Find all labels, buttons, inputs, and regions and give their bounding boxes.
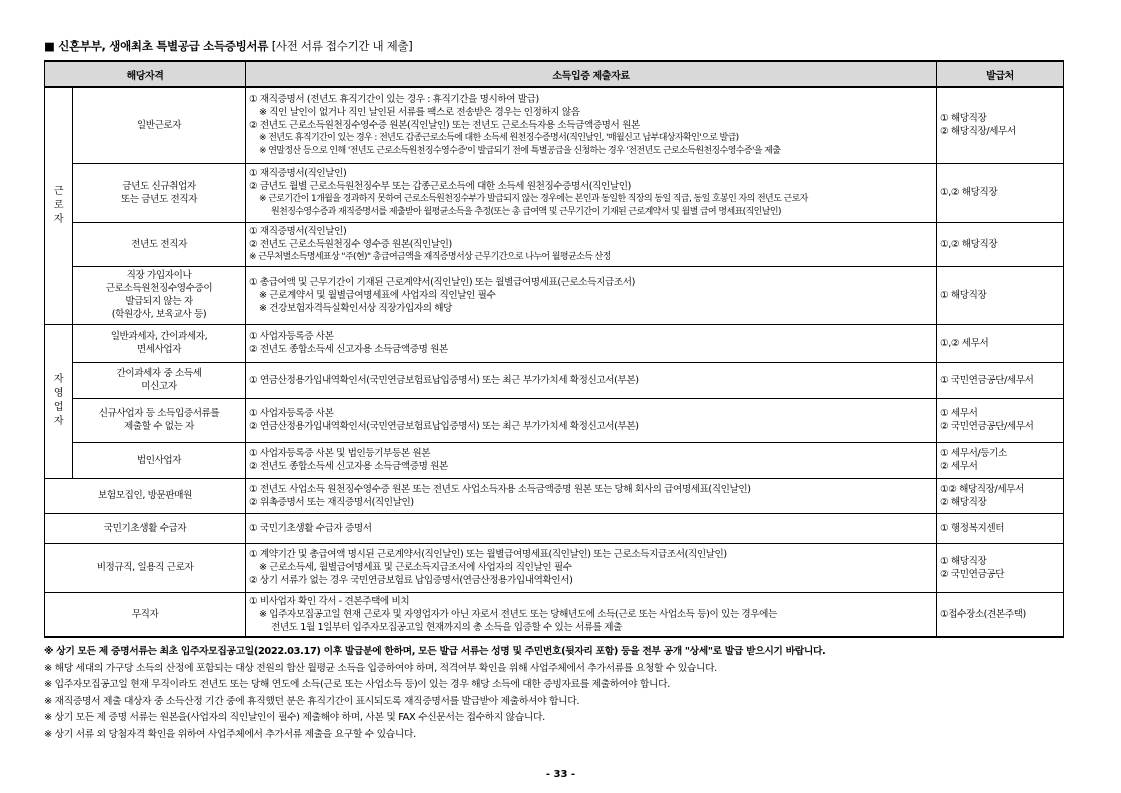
group-worker-label bbox=[45, 87, 73, 324]
category-cell: 법인사업자 bbox=[73, 442, 246, 478]
header-documents: 소득입증 제출자료 bbox=[246, 61, 937, 87]
issuer-cell: ① 해당직장 ② 국민연금공단 bbox=[937, 543, 1064, 592]
documents-cell: ① 계약기간 및 총급여액 명시된 근로계약서(직인날인) 또는 월별급여명세표(직인날인) 또는 근로소득지급조서(직인날인) ※ 근로소득세, 월별급여명세표 및 근로소득지급조서에 사업자의 직인날인 필수 ② 상기 서류가 없는 경우 국민연금보험료 납입증명서(연금산정용가입내역확인서) bbox=[246, 543, 937, 592]
documents-cell: ① 연금산정용가입내역확인서(국민연금보험료납입증명서) 또는 최근 부가가치세 확정신고서(부본) bbox=[246, 362, 937, 398]
category-cell: 직장 가입자이나 근로소득원천징수영수증이 발급되지 않는 자 (학원강사, 보육교사 등) bbox=[73, 266, 246, 324]
issuer-cell: ①,② 해당직장 bbox=[937, 222, 1064, 266]
table-row bbox=[45, 513, 1064, 543]
group-label-char: 영 bbox=[53, 388, 64, 399]
issuer-cell: ① 해당직장 bbox=[937, 266, 1064, 324]
issuer-cell: ① 행정복지센터 bbox=[937, 513, 1064, 543]
note-item: ※ 해당 세대의 가구당 소득의 산정에 포함되는 대상 전원의 합산 월평균 소득을 입증하여야 하며, 적격여부 확인을 위해 사업주체에서 추가서류를 요청할 수 있습니다. bbox=[44, 662, 717, 674]
issuer-cell: ① 세무서 ② 국민연금공단/세무서 bbox=[937, 398, 1064, 442]
table-row bbox=[45, 592, 1064, 637]
issuer-cell: ① 세무서/등기소 ② 세무서 bbox=[937, 442, 1064, 478]
table-row bbox=[45, 266, 1064, 324]
table-row bbox=[45, 442, 1064, 478]
category-cell: 신규사업자 등 소득입증서류를 제출할 수 없는 자 bbox=[73, 398, 246, 442]
group-label-char: 자 bbox=[53, 213, 64, 225]
issuer-cell: ①,② 해당직장 bbox=[937, 163, 1064, 222]
group-label-char: 근 bbox=[53, 185, 64, 197]
category-cell: 금년도 신규취업자 또는 금년도 전직자 bbox=[73, 163, 246, 222]
documents-cell: ① 재직증명서(직인날인) ② 전년도 근로소득원천징수 영수증 원본(직인날인) ※ 근무처별소득명세표상 "주(현)" 총급여금액을 재직증명서상 근무기간으로 나누어 월평균소득 산정 bbox=[246, 222, 937, 266]
group-label-char: 로 bbox=[53, 199, 64, 211]
note-item: ※ 입주자모집공고일 현재 무직이라도 전년도 또는 당해 연도에 소득(근로 또는 사업소득 등)이 있는 경우 해당 소득에 대한 증빙자료를 제출하여야 합니다. bbox=[44, 679, 671, 690]
category-cell: 일반근로자 bbox=[73, 87, 246, 163]
note-item: ※ 상기 서류 외 당첨자격 확인을 위하여 사업주체에서 추가서류 제출을 요구할 수 있습니다. bbox=[44, 728, 416, 740]
documents-cell: ① 국민기초생활 수급자 증명서 bbox=[246, 513, 937, 543]
group-label-char: 자 bbox=[53, 374, 64, 385]
issuer-cell: ① 국민연금공단/세무서 bbox=[937, 362, 1064, 398]
note-item: ※ 상기 모든 제 증명서류는 최초 입주자모집공고일(2022.03.17) 이후 발급분에 한하며, 모든 발급 서류는 성명 및 주민번호(뒷자리 포함) 등을 전부 공개 "상세"로 발급 받으시기 바랍니다. bbox=[44, 646, 826, 657]
documents-cell: ① 총급여액 및 근무기간이 기재된 근로계약서(직인날인) 또는 월별급여명세표(근로소득지급조서) ※ 근로계약서 및 월별급여명세표에 사업자의 직인날인 필수 ※ 건강보험자격득실확인서상 직장가입자의 해당 bbox=[246, 266, 937, 324]
table-row bbox=[45, 87, 1064, 163]
documents-cell: ① 사업자등록증 사본 ② 전년도 종합소득세 신고자용 소득금액증명 원본 bbox=[246, 324, 937, 362]
category-cell: 일반과세자, 간이과세자, 면세사업자 bbox=[73, 324, 246, 362]
table-row bbox=[45, 362, 1064, 398]
table-row bbox=[45, 478, 1064, 513]
table-header-row bbox=[45, 61, 1064, 87]
issuer-cell: ①접수장소(견본주택) bbox=[937, 592, 1064, 637]
category-cell: 보험모집인, 방문판매원 bbox=[45, 478, 246, 513]
group-selfemployed-label bbox=[45, 324, 73, 478]
category-cell: 전년도 전직자 bbox=[73, 222, 246, 266]
documents-cell: ① 재직증명서 (전년도 휴직기간이 있는 경우 : 휴직기간을 명시하여 발급) ※ 직인 날인이 없거나 직인 날인된 서류를 팩스로 전송받은 경우는 인정하지 않음 ② 전년도 근로소득원천징수영수증 원본(직인날인) 또는 전년도 근로소득자용 소득금액증명서 원본 ※ 전년도 휴직기간이 있는 경우 : 전년도 갑종근로소득에 대한 소득세 원천징수증명서(직인날인, '매월신고 납부대상자확인'으로 발급) ※ 연말정산 등으로 인해 '전년도 근로소득원천징수영수증'이 발급되기 전에 특별공급을 신청하는 경우 '전전년도 근로소득원천징수영수증'을 제출 bbox=[246, 87, 937, 163]
documents-cell: ① 사업자등록증 사본 및 법인등기부등본 원본 ② 전년도 종합소득세 신고자용 소득금액증명 원본 bbox=[246, 442, 937, 478]
page-title-main: ■ 신혼부부, 생애최초 특별공급 소득증빙서류 bbox=[44, 39, 269, 53]
category-cell: 비정규직, 일용직 근로자 bbox=[45, 543, 246, 592]
header-issuer: 발급처 bbox=[937, 61, 1064, 87]
income-proof-table bbox=[44, 60, 1064, 638]
page-title bbox=[44, 38, 412, 54]
documents-cell: ① 재직증명서(직인날인) ② 금년도 월별 근로소득원천징수부 또는 갑종근로소득에 대한 소득세 원천징수증명서(직인날인) ※ 근로기간이 1개월을 경과하지 못하여 근로소득원천징수부가 발급되지 않는 경우에는 본인과 동일한 직장의 동일 직급, 동일 호봉인 자의 전년도 근로자 원천징수영수증과 재직증명서를 제출받아 월평균소득을 추정(또는 총 급여액 및 근무기간이 기재된 근로계약서 및 월별 급여 명세표(직인날인) bbox=[246, 163, 937, 222]
documents-cell: ① 사업자등록증 사본 ② 연금산정용가입내역확인서(국민연금보험료납입증명서) 또는 최근 부가가치세 확정신고서(부본) bbox=[246, 398, 937, 442]
header-qualification: 해당자격 bbox=[45, 61, 246, 87]
table-row bbox=[45, 543, 1064, 592]
category-cell: 간이과세자 중 소득세 미신고자 bbox=[73, 362, 246, 398]
table-row bbox=[45, 163, 1064, 222]
page-title-sub: [사전 서류 접수기간 내 제출] bbox=[271, 39, 413, 53]
notes-section bbox=[44, 644, 825, 743]
group-label-char: 자 bbox=[53, 416, 64, 427]
group-label-char: 업 bbox=[53, 402, 64, 413]
issuer-cell: ①,② 세무서 bbox=[937, 324, 1064, 362]
table-row bbox=[45, 324, 1064, 362]
category-cell: 국민기초생활 수급자 bbox=[45, 513, 246, 543]
issuer-cell: ① 해당직장 ② 해당직장/세무서 bbox=[937, 87, 1064, 163]
category-cell: 무직자 bbox=[45, 592, 246, 637]
note-item: ※ 상기 모든 제 증명 서류는 원본을(사업자의 직인날인이 필수) 제출해야 하며, 사본 및 FAX 수신문서는 접수하지 않습니다. bbox=[44, 712, 545, 723]
table-row bbox=[45, 222, 1064, 266]
documents-cell: ① 전년도 사업소득 원천징수영수증 원본 또는 전년도 사업소득자용 소득금액증명 원본 또는 당해 회사의 급여명세표(직인날인) ② 위촉증명서 또는 재직증명서(직인날인) bbox=[246, 478, 937, 513]
table-row bbox=[45, 398, 1064, 442]
note-item: ※ 재직증명서 제출 대상자 중 소득산정 기간 중에 휴직했던 분은 휴직기간이 표시되도록 재직증명서를 발급받아 제출하셔야 합니다. bbox=[44, 695, 580, 707]
page-number: - 33 - bbox=[545, 769, 576, 780]
documents-cell: ① 비사업자 확인 각서 - 견본주택에 비치 ※ 입주자모집공고일 현재 근로자 및 자영업자가 아닌 자로서 전년도 또는 당해년도에 소득(근로 또는 사업소득 등)이 있는 경우에는 전년도 1월 1일부터 입주자모집공고일 현재까지의 총 소득을 입증할 수 있는 서류를 제출 bbox=[246, 592, 937, 637]
issuer-cell: ①② 해당직장/세무서 ② 해당직장 bbox=[937, 478, 1064, 513]
